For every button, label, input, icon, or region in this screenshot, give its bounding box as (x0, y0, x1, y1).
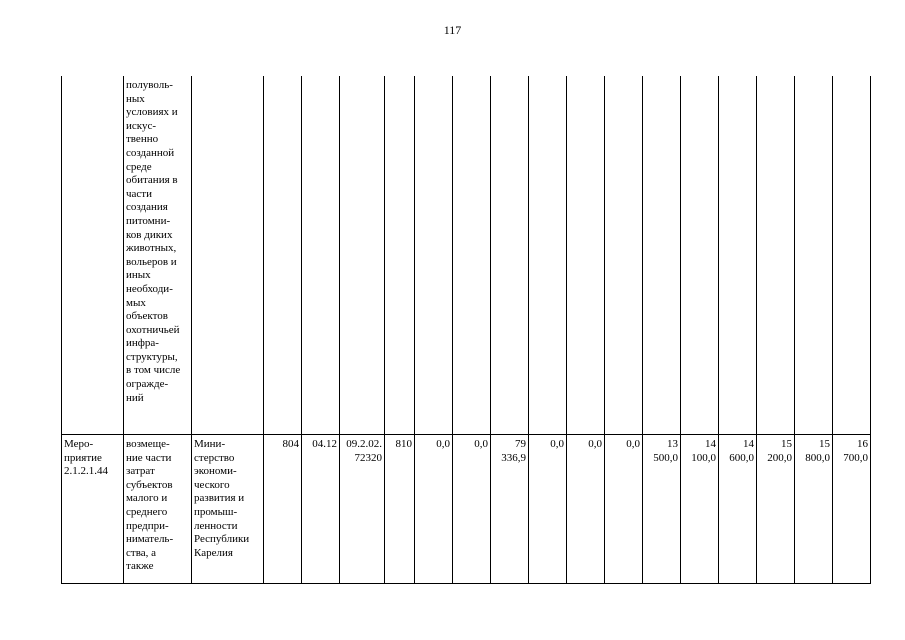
description-cell: полуволь- ных условиях и искус- твенно созданной среде обитания в части создания питомни- ков диких животных, вольеров и иных необходи- мых объектов охотничьей инфра- структуры, в том числе огражде- ний (124, 76, 192, 435)
value-cell: 14 600,0 (719, 435, 757, 584)
value-cell (681, 76, 719, 435)
page-number: 117 (443, 23, 462, 37)
grbs-cell (264, 76, 302, 435)
value-cell (795, 76, 833, 435)
value-cell (453, 76, 491, 435)
value-cell (491, 76, 529, 435)
table-row (62, 435, 871, 584)
value-cell: 0,0 (453, 435, 491, 584)
value-cell: 79 336,9 (491, 435, 529, 584)
value-cell: 0,0 (567, 435, 605, 584)
csr-cell (340, 76, 385, 435)
value-cell (833, 76, 871, 435)
value-cell: 16 700,0 (833, 435, 871, 584)
value-cell (529, 76, 567, 435)
budget-table (61, 76, 871, 584)
vr-cell: 810 (385, 435, 415, 584)
value-cell (415, 76, 453, 435)
value-cell: 14 100,0 (681, 435, 719, 584)
value-cell (719, 76, 757, 435)
value-cell: 15 200,0 (757, 435, 795, 584)
value-cell: 0,0 (415, 435, 453, 584)
executor-cell: Мини- стерство экономи- ческого развития и промыш- ленности Республики Карелия (192, 435, 264, 584)
value-cell (643, 76, 681, 435)
executor-cell (192, 76, 264, 435)
csr-cell: 09.2.02. 72320 (340, 435, 385, 584)
grbs-cell: 804 (264, 435, 302, 584)
vr-cell (385, 76, 415, 435)
rzpr-cell: 04.12 (302, 435, 340, 584)
value-cell: 13 500,0 (643, 435, 681, 584)
value-cell (757, 76, 795, 435)
rzpr-cell (302, 76, 340, 435)
value-cell (567, 76, 605, 435)
value-cell (605, 76, 643, 435)
value-cell: 0,0 (605, 435, 643, 584)
description-cell: возмеще- ние части затрат субъектов малого и среднего предпри- ниматель- ства, а также (124, 435, 192, 584)
value-cell: 0,0 (529, 435, 567, 584)
table-row (62, 76, 871, 435)
activity-cell (62, 76, 124, 435)
activity-cell: Меро- приятие 2.1.2.1.44 (62, 435, 124, 584)
value-cell: 15 800,0 (795, 435, 833, 584)
